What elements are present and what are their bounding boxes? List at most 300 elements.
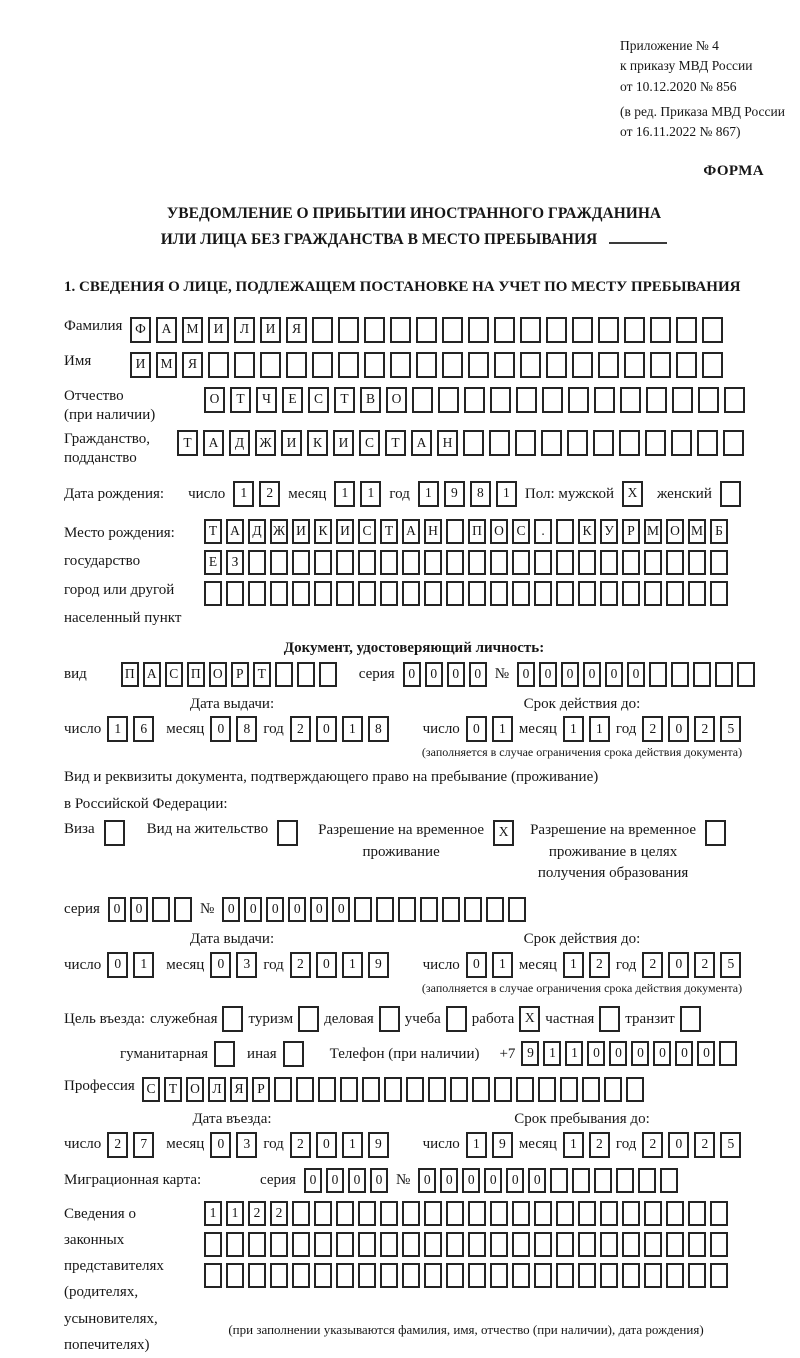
- char-cell[interactable]: [358, 550, 376, 575]
- char-cell[interactable]: [534, 1201, 552, 1226]
- char-cell[interactable]: [204, 1263, 222, 1288]
- char-cell[interactable]: [494, 352, 515, 378]
- char-cell[interactable]: [380, 550, 398, 575]
- char-cell[interactable]: [556, 550, 574, 575]
- char-cell[interactable]: Ф: [130, 317, 151, 343]
- char-cell[interactable]: [541, 430, 562, 456]
- char-cell[interactable]: [270, 1263, 288, 1288]
- char-cell[interactable]: А: [411, 430, 432, 456]
- char-cell[interactable]: [314, 1232, 332, 1257]
- char-cell[interactable]: [260, 352, 281, 378]
- char-cell[interactable]: 0: [462, 1168, 480, 1193]
- char-cell[interactable]: [737, 662, 755, 687]
- char-cell[interactable]: Л: [208, 1077, 226, 1102]
- char-cell[interactable]: [490, 550, 508, 575]
- char-cell[interactable]: [402, 550, 420, 575]
- char-cell[interactable]: О: [386, 387, 407, 413]
- char-cell[interactable]: [446, 1263, 464, 1288]
- char-cell[interactable]: Ж: [255, 430, 276, 456]
- char-cell[interactable]: 1: [334, 481, 355, 507]
- char-cell[interactable]: [338, 352, 359, 378]
- char-cell[interactable]: 0: [609, 1041, 627, 1066]
- char-cell[interactable]: Л: [234, 317, 255, 343]
- char-cell[interactable]: [666, 1263, 684, 1288]
- char-cell[interactable]: П: [121, 662, 139, 687]
- char-cell[interactable]: [702, 317, 723, 343]
- char-cell[interactable]: [520, 317, 541, 343]
- char-cell[interactable]: [676, 317, 697, 343]
- char-cell[interactable]: [534, 1263, 552, 1288]
- char-cell[interactable]: [600, 581, 618, 606]
- char-cell[interactable]: Е: [282, 387, 303, 413]
- char-cell[interactable]: [380, 1232, 398, 1257]
- char-cell[interactable]: [424, 1232, 442, 1257]
- char-cell[interactable]: 5: [720, 952, 741, 978]
- char-cell[interactable]: 2: [694, 716, 715, 742]
- char-cell[interactable]: И: [208, 317, 229, 343]
- char-cell[interactable]: Т: [204, 519, 222, 544]
- char-cell[interactable]: [398, 897, 416, 922]
- char-cell[interactable]: С: [359, 430, 380, 456]
- char-cell[interactable]: 0: [266, 897, 284, 922]
- char-cell[interactable]: [600, 1263, 618, 1288]
- char-cell[interactable]: С: [165, 662, 183, 687]
- char-cell[interactable]: [490, 1232, 508, 1257]
- char-cell[interactable]: [442, 897, 460, 922]
- char-cell[interactable]: 0: [403, 662, 421, 687]
- char-cell[interactable]: [624, 352, 645, 378]
- char-cell[interactable]: [490, 581, 508, 606]
- char-cell[interactable]: [292, 550, 310, 575]
- char-cell[interactable]: 0: [627, 662, 645, 687]
- char-cell[interactable]: 1: [418, 481, 439, 507]
- char-cell[interactable]: [174, 897, 192, 922]
- char-cell[interactable]: [512, 1263, 530, 1288]
- char-cell[interactable]: [724, 387, 745, 413]
- char-cell[interactable]: 0: [440, 1168, 458, 1193]
- char-cell[interactable]: [688, 1232, 706, 1257]
- char-cell[interactable]: [277, 820, 298, 846]
- char-cell[interactable]: О: [186, 1077, 204, 1102]
- char-cell[interactable]: [534, 550, 552, 575]
- char-cell[interactable]: 9: [521, 1041, 539, 1066]
- char-cell[interactable]: О: [209, 662, 227, 687]
- char-cell[interactable]: [516, 1077, 534, 1102]
- char-cell[interactable]: [297, 662, 315, 687]
- char-cell[interactable]: [490, 1201, 508, 1226]
- char-cell[interactable]: И: [281, 430, 302, 456]
- char-cell[interactable]: [402, 1232, 420, 1257]
- char-cell[interactable]: М: [182, 317, 203, 343]
- char-cell[interactable]: 2: [589, 952, 610, 978]
- char-cell[interactable]: [390, 317, 411, 343]
- char-cell[interactable]: [379, 1006, 400, 1032]
- char-cell[interactable]: 0: [469, 662, 487, 687]
- char-cell[interactable]: 1: [466, 1132, 487, 1158]
- char-cell[interactable]: X: [622, 481, 643, 507]
- char-cell[interactable]: [152, 897, 170, 922]
- char-cell[interactable]: [626, 1077, 644, 1102]
- char-cell[interactable]: 0: [484, 1168, 502, 1193]
- char-cell[interactable]: [666, 1232, 684, 1257]
- char-cell[interactable]: [572, 1168, 590, 1193]
- char-cell[interactable]: Я: [182, 352, 203, 378]
- char-cell[interactable]: [624, 317, 645, 343]
- char-cell[interactable]: [534, 1232, 552, 1257]
- char-cell[interactable]: [446, 1201, 464, 1226]
- char-cell[interactable]: [380, 1263, 398, 1288]
- char-cell[interactable]: [314, 1201, 332, 1226]
- char-cell[interactable]: 2: [259, 481, 280, 507]
- char-cell[interactable]: [710, 1263, 728, 1288]
- char-cell[interactable]: [358, 1232, 376, 1257]
- char-cell[interactable]: [693, 662, 711, 687]
- char-cell[interactable]: [286, 352, 307, 378]
- char-cell[interactable]: [560, 1077, 578, 1102]
- char-cell[interactable]: [319, 662, 337, 687]
- char-cell[interactable]: М: [688, 519, 706, 544]
- char-cell[interactable]: М: [156, 352, 177, 378]
- char-cell[interactable]: [688, 581, 706, 606]
- char-cell[interactable]: [468, 1201, 486, 1226]
- char-cell[interactable]: Д: [229, 430, 250, 456]
- char-cell[interactable]: О: [490, 519, 508, 544]
- char-cell[interactable]: [296, 1077, 314, 1102]
- char-cell[interactable]: 1: [563, 1132, 584, 1158]
- char-cell[interactable]: 1: [565, 1041, 583, 1066]
- char-cell[interactable]: [248, 581, 266, 606]
- char-cell[interactable]: [424, 550, 442, 575]
- char-cell[interactable]: [649, 662, 667, 687]
- char-cell[interactable]: [314, 581, 332, 606]
- char-cell[interactable]: [550, 1168, 568, 1193]
- char-cell[interactable]: С: [308, 387, 329, 413]
- char-cell[interactable]: О: [204, 387, 225, 413]
- char-cell[interactable]: [578, 1201, 596, 1226]
- char-cell[interactable]: [645, 430, 666, 456]
- char-cell[interactable]: И: [130, 352, 151, 378]
- char-cell[interactable]: 0: [605, 662, 623, 687]
- char-cell[interactable]: [364, 352, 385, 378]
- char-cell[interactable]: 0: [310, 897, 328, 922]
- char-cell[interactable]: О: [666, 519, 684, 544]
- char-cell[interactable]: [593, 430, 614, 456]
- char-cell[interactable]: [486, 897, 504, 922]
- char-cell[interactable]: 0: [288, 897, 306, 922]
- char-cell[interactable]: А: [156, 317, 177, 343]
- char-cell[interactable]: 0: [697, 1041, 715, 1066]
- char-cell[interactable]: [292, 1263, 310, 1288]
- char-cell[interactable]: [489, 430, 510, 456]
- char-cell[interactable]: [298, 1006, 319, 1032]
- char-cell[interactable]: 8: [470, 481, 491, 507]
- char-cell[interactable]: И: [292, 519, 310, 544]
- char-cell[interactable]: [572, 317, 593, 343]
- char-cell[interactable]: 0: [332, 897, 350, 922]
- char-cell[interactable]: 0: [528, 1168, 546, 1193]
- char-cell[interactable]: [516, 387, 537, 413]
- char-cell[interactable]: 0: [244, 897, 262, 922]
- char-cell[interactable]: Я: [286, 317, 307, 343]
- char-cell[interactable]: [428, 1077, 446, 1102]
- char-cell[interactable]: [214, 1041, 235, 1067]
- char-cell[interactable]: [620, 387, 641, 413]
- char-cell[interactable]: [438, 387, 459, 413]
- char-cell[interactable]: [622, 550, 640, 575]
- char-cell[interactable]: [520, 352, 541, 378]
- char-cell[interactable]: [578, 581, 596, 606]
- char-cell[interactable]: [644, 1263, 662, 1288]
- char-cell[interactable]: [208, 352, 229, 378]
- char-cell[interactable]: П: [468, 519, 486, 544]
- char-cell[interactable]: [424, 1201, 442, 1226]
- char-cell[interactable]: 1: [492, 952, 513, 978]
- char-cell[interactable]: [314, 550, 332, 575]
- char-cell[interactable]: 1: [107, 716, 128, 742]
- char-cell[interactable]: У: [600, 519, 618, 544]
- char-cell[interactable]: 2: [107, 1132, 128, 1158]
- char-cell[interactable]: [710, 1232, 728, 1257]
- char-cell[interactable]: 0: [210, 1132, 231, 1158]
- char-cell[interactable]: Т: [385, 430, 406, 456]
- char-cell[interactable]: З: [226, 550, 244, 575]
- char-cell[interactable]: Т: [230, 387, 251, 413]
- char-cell[interactable]: 2: [642, 716, 663, 742]
- char-cell[interactable]: 0: [130, 897, 148, 922]
- char-cell[interactable]: [380, 1201, 398, 1226]
- char-cell[interactable]: 0: [425, 662, 443, 687]
- char-cell[interactable]: [420, 897, 438, 922]
- char-cell[interactable]: [390, 352, 411, 378]
- char-cell[interactable]: [292, 1201, 310, 1226]
- char-cell[interactable]: 2: [589, 1132, 610, 1158]
- char-cell[interactable]: [338, 317, 359, 343]
- char-cell[interactable]: [376, 897, 394, 922]
- char-cell[interactable]: [468, 581, 486, 606]
- char-cell[interactable]: [358, 1201, 376, 1226]
- char-cell[interactable]: [680, 1006, 701, 1032]
- char-cell[interactable]: Р: [252, 1077, 270, 1102]
- char-cell[interactable]: [468, 550, 486, 575]
- char-cell[interactable]: [666, 581, 684, 606]
- char-cell[interactable]: П: [187, 662, 205, 687]
- char-cell[interactable]: 3: [236, 1132, 257, 1158]
- char-cell[interactable]: [318, 1077, 336, 1102]
- char-cell[interactable]: 2: [642, 952, 663, 978]
- char-cell[interactable]: 2: [694, 1132, 715, 1158]
- char-cell[interactable]: [671, 430, 692, 456]
- char-cell[interactable]: [600, 550, 618, 575]
- char-cell[interactable]: [468, 1232, 486, 1257]
- char-cell[interactable]: 9: [444, 481, 465, 507]
- char-cell[interactable]: X: [493, 820, 514, 846]
- char-cell[interactable]: 0: [653, 1041, 671, 1066]
- char-cell[interactable]: [358, 1263, 376, 1288]
- char-cell[interactable]: 0: [587, 1041, 605, 1066]
- char-cell[interactable]: [697, 430, 718, 456]
- char-cell[interactable]: [336, 1232, 354, 1257]
- char-cell[interactable]: [622, 1263, 640, 1288]
- char-cell[interactable]: [622, 1201, 640, 1226]
- char-cell[interactable]: [578, 1263, 596, 1288]
- char-cell[interactable]: [546, 352, 567, 378]
- char-cell[interactable]: [463, 430, 484, 456]
- char-cell[interactable]: К: [314, 519, 332, 544]
- char-cell[interactable]: [472, 1077, 490, 1102]
- char-cell[interactable]: [446, 1006, 467, 1032]
- char-cell[interactable]: [688, 1201, 706, 1226]
- char-cell[interactable]: 0: [210, 952, 231, 978]
- char-cell[interactable]: 2: [290, 1132, 311, 1158]
- char-cell[interactable]: [650, 317, 671, 343]
- char-cell[interactable]: [666, 1201, 684, 1226]
- char-cell[interactable]: [446, 581, 464, 606]
- char-cell[interactable]: [644, 581, 662, 606]
- char-cell[interactable]: [468, 317, 489, 343]
- char-cell[interactable]: 2: [248, 1201, 266, 1226]
- char-cell[interactable]: [604, 1077, 622, 1102]
- char-cell[interactable]: [646, 387, 667, 413]
- char-cell[interactable]: 0: [583, 662, 601, 687]
- char-cell[interactable]: [412, 387, 433, 413]
- char-cell[interactable]: 0: [675, 1041, 693, 1066]
- char-cell[interactable]: 0: [316, 952, 337, 978]
- char-cell[interactable]: [494, 1077, 512, 1102]
- char-cell[interactable]: [364, 317, 385, 343]
- char-cell[interactable]: 9: [368, 1132, 389, 1158]
- char-cell[interactable]: 1: [133, 952, 154, 978]
- char-cell[interactable]: [226, 1232, 244, 1257]
- char-cell[interactable]: [312, 317, 333, 343]
- char-cell[interactable]: [556, 581, 574, 606]
- char-cell[interactable]: [270, 550, 288, 575]
- char-cell[interactable]: И: [336, 519, 354, 544]
- char-cell[interactable]: [490, 1263, 508, 1288]
- char-cell[interactable]: [336, 1201, 354, 1226]
- char-cell[interactable]: [270, 581, 288, 606]
- char-cell[interactable]: 0: [466, 716, 487, 742]
- char-cell[interactable]: 0: [668, 716, 689, 742]
- char-cell[interactable]: [442, 352, 463, 378]
- char-cell[interactable]: А: [143, 662, 161, 687]
- char-cell[interactable]: 0: [348, 1168, 366, 1193]
- char-cell[interactable]: 0: [370, 1168, 388, 1193]
- char-cell[interactable]: [468, 352, 489, 378]
- char-cell[interactable]: [644, 1232, 662, 1257]
- char-cell[interactable]: [594, 1168, 612, 1193]
- char-cell[interactable]: [248, 550, 266, 575]
- char-cell[interactable]: [464, 897, 482, 922]
- char-cell[interactable]: [546, 317, 567, 343]
- char-cell[interactable]: 0: [466, 952, 487, 978]
- char-cell[interactable]: [622, 1232, 640, 1257]
- char-cell[interactable]: [568, 387, 589, 413]
- char-cell[interactable]: 0: [108, 897, 126, 922]
- char-cell[interactable]: [616, 1168, 634, 1193]
- char-cell[interactable]: [578, 550, 596, 575]
- char-cell[interactable]: [598, 317, 619, 343]
- char-cell[interactable]: [567, 430, 588, 456]
- char-cell[interactable]: Р: [622, 519, 640, 544]
- char-cell[interactable]: 1: [492, 716, 513, 742]
- char-cell[interactable]: 5: [720, 716, 741, 742]
- char-cell[interactable]: [723, 430, 744, 456]
- char-cell[interactable]: Н: [424, 519, 442, 544]
- char-cell[interactable]: 0: [517, 662, 535, 687]
- char-cell[interactable]: [512, 550, 530, 575]
- char-cell[interactable]: [354, 897, 372, 922]
- char-cell[interactable]: 9: [492, 1132, 513, 1158]
- char-cell[interactable]: [490, 387, 511, 413]
- char-cell[interactable]: С: [358, 519, 376, 544]
- char-cell[interactable]: 2: [694, 952, 715, 978]
- char-cell[interactable]: 0: [506, 1168, 524, 1193]
- char-cell[interactable]: [688, 1263, 706, 1288]
- char-cell[interactable]: [312, 352, 333, 378]
- char-cell[interactable]: 1: [342, 1132, 363, 1158]
- char-cell[interactable]: [283, 1041, 304, 1067]
- char-cell[interactable]: [314, 1263, 332, 1288]
- char-cell[interactable]: [644, 1201, 662, 1226]
- char-cell[interactable]: [710, 1201, 728, 1226]
- char-cell[interactable]: 0: [326, 1168, 344, 1193]
- char-cell[interactable]: 1: [226, 1201, 244, 1226]
- char-cell[interactable]: [275, 662, 293, 687]
- char-cell[interactable]: [556, 519, 574, 544]
- char-cell[interactable]: [402, 1201, 420, 1226]
- char-cell[interactable]: [446, 1232, 464, 1257]
- char-cell[interactable]: [582, 1077, 600, 1102]
- char-cell[interactable]: [424, 581, 442, 606]
- char-cell[interactable]: А: [203, 430, 224, 456]
- char-cell[interactable]: [508, 897, 526, 922]
- char-cell[interactable]: [416, 317, 437, 343]
- char-cell[interactable]: 1: [543, 1041, 561, 1066]
- char-cell[interactable]: [515, 430, 536, 456]
- char-cell[interactable]: 8: [368, 716, 389, 742]
- char-cell[interactable]: Т: [177, 430, 198, 456]
- char-cell[interactable]: [248, 1263, 266, 1288]
- char-cell[interactable]: [598, 352, 619, 378]
- char-cell[interactable]: 1: [342, 716, 363, 742]
- char-cell[interactable]: 0: [316, 716, 337, 742]
- char-cell[interactable]: [222, 1006, 243, 1032]
- char-cell[interactable]: 0: [447, 662, 465, 687]
- char-cell[interactable]: [274, 1077, 292, 1102]
- char-cell[interactable]: К: [578, 519, 596, 544]
- char-cell[interactable]: [671, 662, 689, 687]
- char-cell[interactable]: [688, 550, 706, 575]
- char-cell[interactable]: [336, 550, 354, 575]
- char-cell[interactable]: [672, 387, 693, 413]
- char-cell[interactable]: К: [307, 430, 328, 456]
- char-cell[interactable]: Н: [437, 430, 458, 456]
- char-cell[interactable]: 0: [210, 716, 231, 742]
- char-cell[interactable]: [512, 1232, 530, 1257]
- char-cell[interactable]: 8: [236, 716, 257, 742]
- char-cell[interactable]: И: [260, 317, 281, 343]
- char-cell[interactable]: 1: [496, 481, 517, 507]
- char-cell[interactable]: [619, 430, 640, 456]
- char-cell[interactable]: [600, 1201, 618, 1226]
- char-cell[interactable]: [676, 352, 697, 378]
- char-cell[interactable]: Б: [710, 519, 728, 544]
- char-cell[interactable]: [534, 581, 552, 606]
- char-cell[interactable]: Т: [253, 662, 271, 687]
- char-cell[interactable]: Д: [248, 519, 266, 544]
- char-cell[interactable]: [248, 1232, 266, 1257]
- char-cell[interactable]: Т: [334, 387, 355, 413]
